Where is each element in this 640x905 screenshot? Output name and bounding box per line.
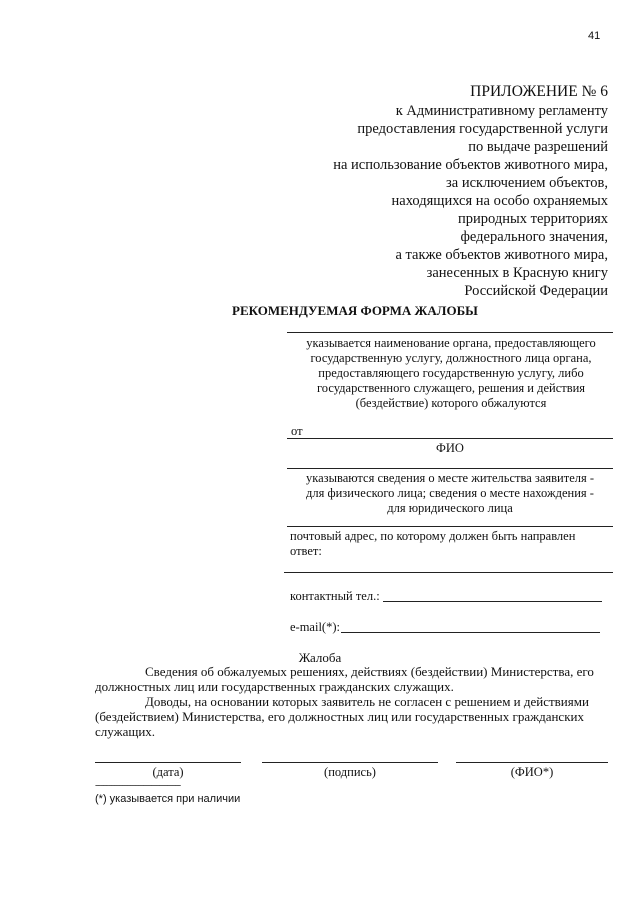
fio-label: ФИО (436, 441, 464, 455)
appendix-line: предоставления государственной услуги (357, 121, 608, 137)
appendix-line: а также объектов животного мира, (395, 247, 608, 263)
appendix-line: федерального значения, (460, 229, 608, 245)
appendix-line: занесенных в Красную книгу (426, 265, 608, 281)
complaint-body (95, 664, 615, 739)
postal-label (290, 529, 612, 559)
addressee-hint-line: указывается наименование органа, предоставляющего (306, 336, 596, 350)
appendix-line: природных территориях (458, 211, 608, 227)
body-p2-line: служащих. (95, 724, 156, 739)
appendix-heading: ПРИЛОЖЕНИЕ № 6 (470, 83, 608, 100)
addressee-hint-line: предоставляющего государственную услугу, либо (318, 366, 584, 380)
postal-label-line: почтовый адрес, по которому должен быть направлен (290, 529, 576, 543)
body-p2-line: Доводы, на основании которых заявитель не согласен с решением и действиями (145, 694, 589, 709)
body-p2-line: (бездействием) Министерства, его должностных лиц или государственных гражданских (95, 709, 584, 724)
appendix-line: на использование объектов животного мира, (333, 157, 608, 173)
footnote: (*) указывается при наличии (95, 793, 241, 805)
body-p1-line: должностных лиц или государственных гражданских служащих. (95, 679, 454, 694)
postal-line-top[interactable] (287, 526, 613, 527)
postal-label-line: ответ: (290, 544, 322, 558)
body-p1 (95, 664, 615, 679)
residence-hint-line: указываются сведения о месте жительства заявителя - (305, 471, 595, 485)
addressee-line[interactable] (287, 332, 613, 333)
residence-hint-line: для юридического лица (387, 501, 513, 515)
email-label: e-mail(*): (290, 620, 340, 634)
appendix-block (333, 82, 608, 300)
phone-field[interactable] (383, 601, 602, 602)
phone-label: контактный тел.: (290, 589, 380, 603)
residence-hint (290, 471, 610, 516)
footnote-separator: -------------------------------- (95, 779, 181, 791)
from-label: от (291, 424, 303, 438)
fio-signature-line[interactable] (456, 762, 608, 763)
appendix-line: находящихся на особо охраняемых (391, 193, 608, 209)
appendix-line: по выдаче разрешений (468, 139, 608, 155)
page-number: 41 (588, 30, 601, 42)
appendix-line: Российской Федерации (464, 283, 608, 299)
date-line[interactable] (95, 762, 241, 763)
fio-sign-label: (ФИО*) (510, 765, 554, 779)
addressee-hint-line: государственную услугу, должностного лица органа, (310, 351, 592, 365)
sign-label: (подпись) (324, 765, 376, 779)
addressee-hint (290, 336, 612, 411)
signature-line[interactable] (262, 762, 438, 763)
addressee-hint-line: (бездействие) которого обжалуются (355, 396, 547, 410)
postal-answer-line[interactable] (284, 572, 613, 573)
addressee-hint-line: государственного служащего, решения и действия (316, 381, 586, 395)
appendix-line: к Административному регламенту (395, 103, 608, 119)
residence-hint-line: для физического лица; сведения о месте нахождения - (306, 486, 594, 500)
body-p1-line: Сведения об обжалуемых решениях, действиях (бездействии) Министерства, его (145, 664, 594, 679)
date-label: (дата) (152, 765, 184, 779)
residence-line[interactable] (287, 468, 613, 469)
from-line[interactable] (287, 438, 613, 439)
form-title: РЕКОМЕНДУЕМАЯ ФОРМА ЖАЛОБЫ (232, 303, 478, 318)
appendix-line: за исключением объектов, (446, 175, 608, 191)
complaint-heading: Жалоба (298, 650, 342, 665)
email-field[interactable] (341, 632, 600, 633)
